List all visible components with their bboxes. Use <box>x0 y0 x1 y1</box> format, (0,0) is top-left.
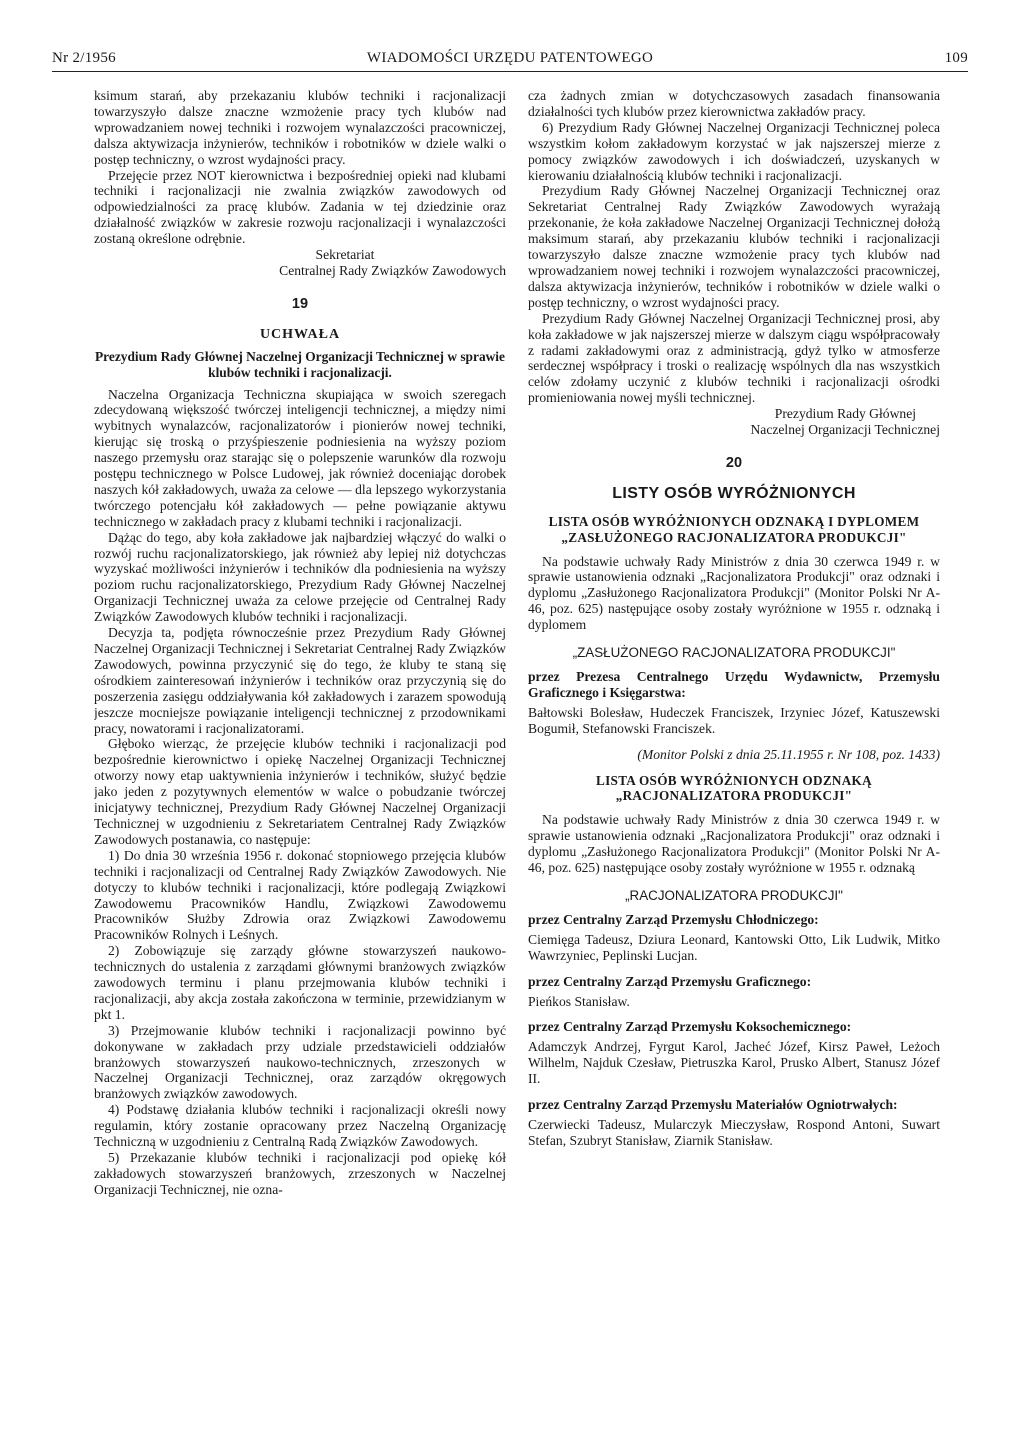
paragraph: Na podstawie uchwały Rady Ministrów z dnia 30 czerwca 1949 r. w sprawie ustanowienia odznaki „Racjonalizatora Produkcji" oraz odznaki i dyplomu „Zasłużonego Racjonalizatora Produkcji" (Monitor Polski Nr A-46, poz. 625) następujące osoby zostały wyróżnione w 1955 r. odznaką i dyplomem <box>528 553 940 633</box>
awardee-names: Adamczyk Andrzej, Fyrgut Karol, Jacheć Józef, Kirsz Paweł, Leżoch Wilhelm, Najduk Czesław, Pietruszka Karol, Prusko Albert, Stanusz Józef II. <box>528 1039 940 1087</box>
paragraph: Dążąc do tego, aby koła zakładowe jak najbardziej włączyć do walki o rozwój ruchu racjonalizatorskiego, jak również aby lepiej niż dotychczas wyzyskać możliwości inżynierów i techników dla podniesienia na wyższy poziom ruchu racjonalizatorskiego, Prezydium Rady Głównej Naczelnej Organizacji Technicznej uważa za celowe przejęcie od Centralnej Rady Związków Zawodowych klubów techniki i racjonalizacji. <box>94 529 506 625</box>
resolution-number: 19 <box>291 295 309 312</box>
paragraph: Prezydium Rady Głównej Naczelnej Organizacji Technicznej oraz Sekretariat Centralnej Rady Związków Zawodowych wyrażają przekonanie, że koła zakładowe Naczelnej Organizacji Technicznej dołożą maksimum starań, aby przekazaniu klubów techniki i racjonalizacji towarzyszyło dalsze znaczne wzmożenie pracy tych klubów nad wprowadzaniem nowej techniki i rozwojem wynalazczości pracowniczej, dalsza aktywizacja inżynierów, techników i robotników w dziele walki o postęp techniczny, o wzrost wydajności pracy. <box>528 183 940 310</box>
issue-number: Nr 2/1956 <box>52 50 116 66</box>
list-item: 2) Zobowiązuje się zarządy główne stowarzyszeń naukowo-technicznych do ustalenia z zarządami głównymi branżowych związków zawodowych terminu i planu przejmowania klubów techniki i racjonalizacji, aby akcja została zakończona w terminie, przewidzianym w pkt 1. <box>94 943 506 1022</box>
resolution-subtitle: Prezydium Rady Głównej Naczelnej Organizacji Technicznej w sprawie klubów techniki i racjonalizacji. <box>95 348 505 380</box>
list-item: 3) Przejmowanie klubów techniki i racjonalizacji powinno być dokonywane w zakładach przy udziale przedstawicieli oddziałów branżowych stowarzyszeń naukowo-technicznych, zrzeszonych w Naczelnej Organizacji Technicznej, oraz zarządów okręgowych branżowych związków zawodowych. <box>94 1022 506 1102</box>
signature-line: Sekretariat <box>315 247 375 263</box>
awarding-body: przez Centralny Zarząd Przemysłu Materiałów Ogniotrwałych: <box>528 1097 898 1113</box>
paragraph: Prezydium Rady Głównej Naczelnej Organizacji Technicznej prosi, aby koła zakładowe w jak najszerszej mierze w dalszym ciągu współpracowały z radami zakładowymi oraz z administracją, gdyż tylko w atmosferze serdecznej współpracy i troski o realizację wspólnych dla nas wszystkich celów zdołamy uczynić z klubów techniki i racjonalizacji ośrodki promieniowania nowej myśli technicznej. <box>528 310 940 406</box>
signature-line: Naczelnej Organizacji Technicznej <box>750 422 940 438</box>
awardee-names: Pieńkos Stanisław. <box>528 993 630 1009</box>
signature-line: Centralnej Rady Związków Zawodowych <box>279 262 506 278</box>
paragraph: Decyzja ta, podjęta równocześnie przez Prezydium Rady Głównej Naczelnej Organizacji Technicznej i Sekretariat Centralnej Rady Związków Zawodowych, powinna przyczynić się do tego, że kluby te staną się ośrodkiem zainteresowań inżynierów i techników oraz przyczynią się do poszerzenia zasięgu oddziaływania kół zakładowych i zarazem spowodują jeszcze mocniejsze powiązanie inteligencji technicznej z przodownikami pracy, nowatorami i racjonalizatorami. <box>94 625 506 736</box>
list-title: LISTA OSÓB WYRÓŻNIONYCH ODZNAKĄ I DYPLOMEM „ZASŁUŻONEGO RACJONALIZATORA PRODUKCJI" <box>548 513 920 545</box>
resolution-heading: UCHWAŁA <box>259 326 341 342</box>
journal-title: WIADOMOŚCI URZĘDU PATENTOWEGO <box>366 50 654 66</box>
section-number: 20 <box>725 454 743 471</box>
awardee-names: Bałtowski Bolesław, Hudeczek Franciszek, Irzyniec Józef, Katuszewski Bogumił, Stefanowski Franciszek. <box>528 704 940 736</box>
list-item: 6) Prezydium Rady Głównej Naczelnej Organizacji Technicznej poleca wszystkim kołom zakładowym korzystać w jak najszerszej mierze z pomocy związków zawodowych i ich doświadczeń, uzyskanych w kierowaniu działalnością klubów techniki i racjonalizacji. <box>528 119 940 183</box>
awarding-body: przez Prezesa Centralnego Urzędu Wydawnictw, Przemysłu Graficznego i Księgarstwa: <box>528 669 940 700</box>
page-header <box>52 44 968 72</box>
award-name: „ZASŁUŻONEGO RACJONALIZATORA PRODUKCJI" <box>572 645 896 661</box>
paragraph: cza żadnych zmian w dotychczasowych zasadach finansowania działalności tych klubów przez kierownictwa zakładów pracy. <box>528 88 940 119</box>
list-item: 1) Do dnia 30 września 1956 r. dokonać stopniowego przejęcia klubów techniki i racjonalizacji od Centralnej Rady Związków Zawodowych. Nie dotyczy to klubów techniki i racjonalizacji, które podlegają Związkowi Zawodowemu Pracowników Handlu, Związkowi Zawodowemu Pracowników Służby Zdrowia oraz Związkowi Zawodowemu Pracowników Rolnych i Leśnych. <box>94 847 506 943</box>
paragraph: Naczelna Organizacja Techniczna skupiająca w swoich szeregach zdecydowaną większość twórczej inteligencji technicznej, a między nimi wybitnych wynalazców, racjonalizatorów i pionierów nowej techniki, kierując się troską o przyśpieszenie podniesienia na wyższy poziom naszego przemysłu oraz starając się o polepszenie warunków dla rozwoju postępu technicznego w Polsce Ludowej, jak również doceniając dorobek naszych kół zakładowych, uważa za celowe — dla lepszego wykorzystania twórczego potencjału kół zakładowych — pełne powiązanie aktywu technicznego w zakładach pracy z klubami techniki i racjonalizacji. <box>94 386 506 529</box>
citation: (Monitor Polski z dnia 25.11.1955 r. Nr 108, poz. 1433) <box>637 746 940 762</box>
awarding-body: przez Centralny Zarząd Przemysłu Graficznego: <box>528 973 812 989</box>
paragraph: Na podstawie uchwały Rady Ministrów z dnia 30 czerwca 1949 r. w sprawie ustanowienia odznaki „Racjonalizatora Produkcji" oraz odznaki i dyplomu „Zasłużonego Racjonalizatora Produkcji" (Monitor Polski Nr A-46, poz. 625) następujące osoby zostały wyróżnione w 1955 r. odznaką <box>528 812 940 876</box>
awarding-body: przez Centralny Zarząd Przemysłu Chłodniczego: <box>528 911 819 927</box>
signature-line: Prezydium Rady Głównej <box>774 406 916 422</box>
list-item: 5) Przekazanie klubów techniki i racjonalizacji pod opiekę kół zakładowych stowarzyszeń branżowych, zrzeszonych w Naczelnej Organizacji Technicznej, nie ozna- <box>94 1150 506 1197</box>
paragraph: Przejęcie przez NOT kierownictwa i bezpośredniej opieki nad klubami techniki i racjonalizacji nie zwalnia związków zawodowych od odpowiedzialności za pracę klubów. Zadania w tej dziedzinie oraz działalność związków w zakresie rozwoju racjonalizacji i wynalazczości zostaną określone odrębnie. <box>94 167 506 247</box>
list-item: 4) Podstawę działania klubów techniki i racjonalizacji określi nowy regulamin, który zostanie opracowany przez Naczelną Organizację Techniczną w uzgodnieniu z Centralną Radą Związków Zawodowych. <box>94 1102 506 1150</box>
paragraph: ksimum starań, aby przekazaniu klubów techniki i racjonalizacji towarzyszyło dalsze znaczne wzmożenie pracy tych klubów nad wprowadzaniem nowej techniki i rozwojem wynalazczości pracowniczej, dalsza aktywizacja inżynierów, techników i robotników w dziele walki o postęp techniczny, o wzrost wydajności pracy. <box>94 88 506 167</box>
list-title: LISTA OSÓB WYRÓŻNIONYCH ODZNAKĄ „RACJONALIZATORA PRODUKCJI" <box>596 772 872 804</box>
header-rule <box>52 71 968 72</box>
page-number: 109 <box>944 50 968 66</box>
left-column <box>94 88 506 1388</box>
award-name: „RACJONALIZATORA PRODUKCJI" <box>625 887 843 903</box>
awardee-names: Czerwiecki Tadeusz, Mularczyk Mieczysław, Rospond Antoni, Suwart Stefan, Szubryt Stanisław, Ziarnik Stanisław. <box>528 1116 940 1148</box>
paragraph: Głęboko wierząc, że przejęcie klubów techniki i racjonalizacji pod bezpośrednie kierownictwo i opiekę Naczelnej Organizacji Technicznej otworzy nowy etap uaktywnienia inżynierów i techników, służyć będzie jako jeden z pozytywnych elementów w walce o pobudzanie twórczej inicjatywy technicznej, Prezydium Rady Głównej Naczelnej Organizacji Technicznej w uzgodnieniu z Sekretariatem Centralnej Rady Związków Zawodowych postanawia, co następuje: <box>94 736 506 847</box>
right-column <box>528 88 940 1388</box>
awardee-names: Ciemięga Tadeusz, Dziura Leonard, Kantowski Otto, Lik Ludwik, Mitko Wawrzyniec, Peplinski Lucjan. <box>528 931 940 963</box>
awarding-body: przez Centralny Zarząd Przemysłu Koksochemicznego: <box>528 1019 852 1035</box>
section-title: LISTY OSÓB WYRÓŻNIONYCH <box>612 484 856 502</box>
